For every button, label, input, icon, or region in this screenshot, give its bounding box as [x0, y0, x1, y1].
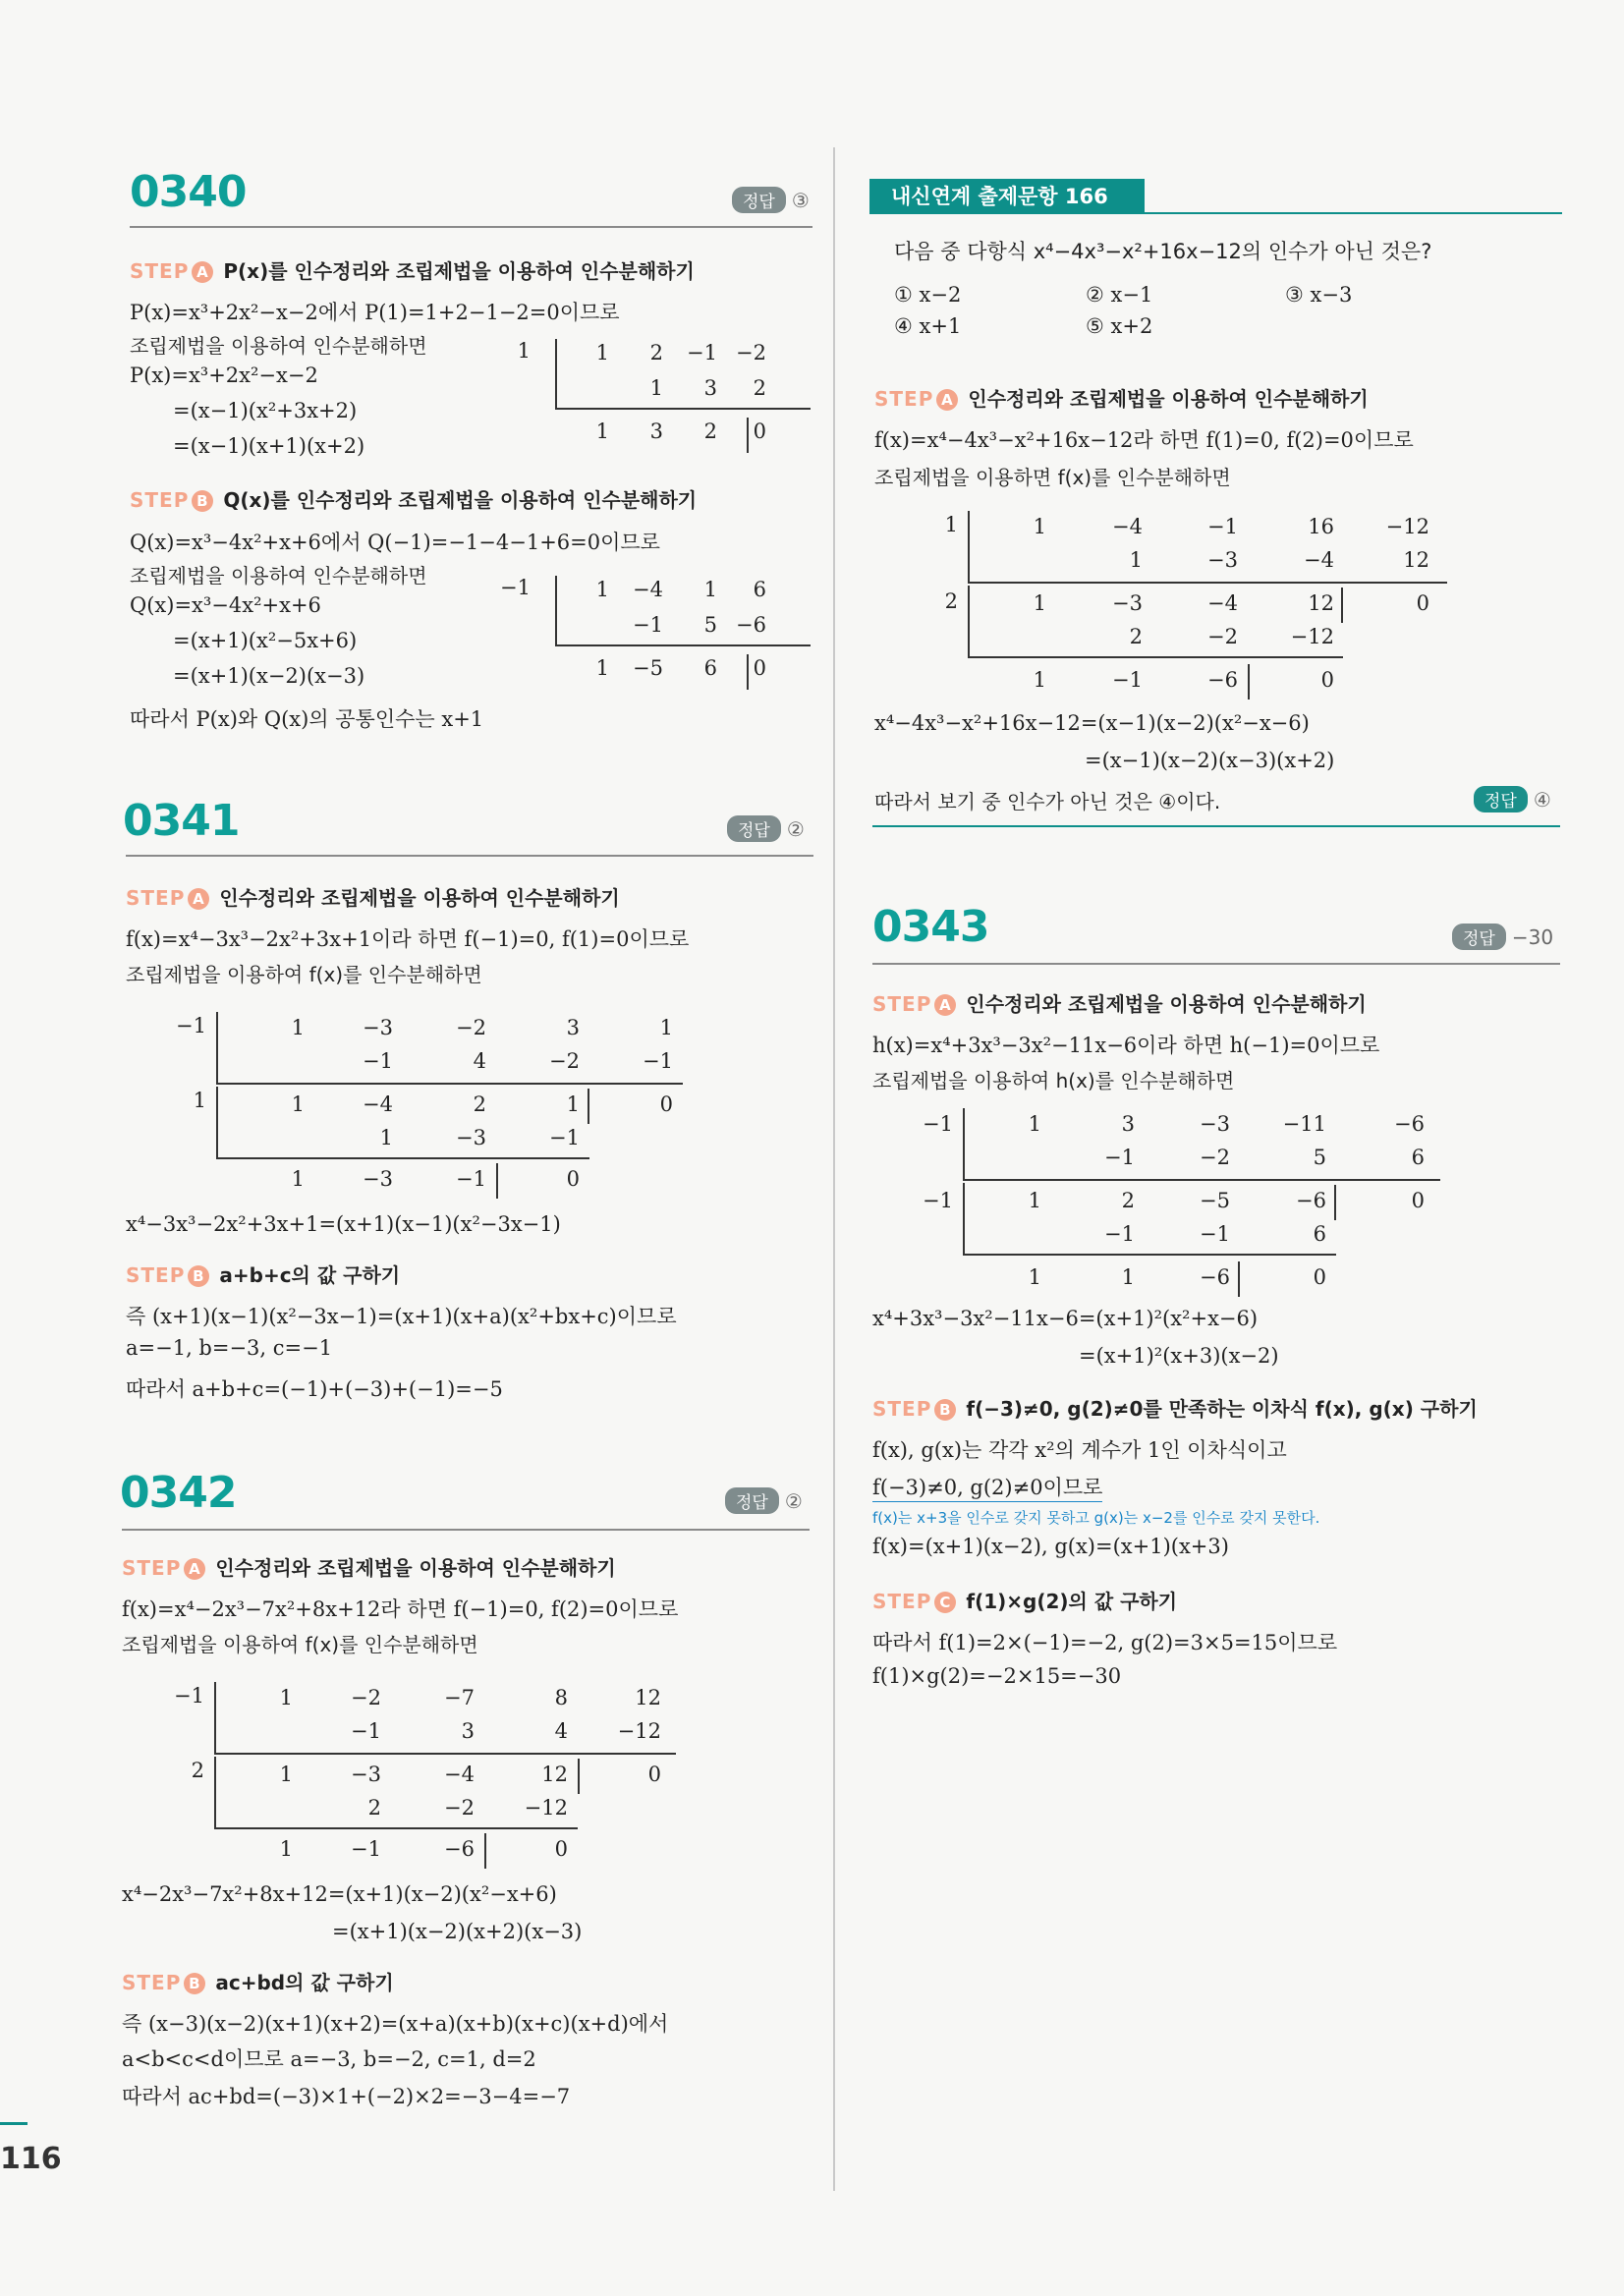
answer-0341: 정답 ② [727, 815, 805, 842]
choice-5: ⑤ x+2 [1086, 314, 1153, 338]
text-line: x⁴−4x³−x²+16x−12=(x−1)(x−2)(x²−x−6) [874, 711, 1310, 735]
text-line: =(x+1)(x−2)(x−3) [173, 664, 365, 688]
text-line: 따라서 보기 중 인수가 아닌 것은 ④이다. [874, 790, 1221, 813]
text-line: x⁴−3x³−2x²+3x+1=(x+1)(x−1)(x²−3x−1) [126, 1212, 561, 1236]
answer-0343: 정답 −30 [1452, 924, 1553, 950]
note: f(x)는 x+3을 인수로 갖지 못하고 g(x)는 x−2를 인수로 갖지 못한다. [872, 1509, 1320, 1527]
step-b-0342: STEP B ac+bd의 값 구하기 [122, 1971, 394, 1994]
text-line: P(x)=x³+2x²−x−2에서 P(1)=1+2−1−2=0이므로 [130, 301, 620, 324]
text-line: =(x+1)(x²−5x+6) [173, 629, 358, 652]
text-line: f(x)=(x+1)(x−2), g(x)=(x+1)(x+3) [872, 1535, 1229, 1558]
text-line: P(x)=x³+2x²−x−2 [130, 364, 318, 387]
synthetic-division-0341: −1 1 1 −3 −2 3 1 −1 4 −2 −1 1 −4 2 1 0 1 −3 −1 1 −3 −1 0 [167, 1012, 717, 1199]
text-line: x⁴−2x³−7x²+8x+12=(x+1)(x−2)(x²−x+6) [122, 1882, 557, 1906]
answer-naesin: 정답 ④ [1474, 786, 1551, 812]
text-line: 따라서 a+b+c=(−1)+(−3)+(−1)=−5 [126, 1377, 503, 1401]
text-line: 조립제법을 이용하여 인수분해하면 [130, 334, 427, 358]
step-a-0343: STEP A 인수정리와 조립제법을 이용하여 인수분해하기 [872, 992, 1367, 1016]
problem-number-0341: 0341 [123, 796, 240, 846]
column-divider [833, 147, 835, 2191]
rule-0340 [130, 226, 812, 228]
page-tab-mark [0, 2122, 28, 2125]
choice-1: ① x−2 [894, 283, 962, 307]
text-line: 조립제법을 이용하여 인수분해하면 [130, 564, 427, 588]
question: 다음 중 다항식 x⁴−4x³−x²+16x−12의 인수가 아닌 것은? [894, 240, 1432, 263]
text-line: f(x)=x⁴−2x³−7x²+8x+12라 하면 f(−1)=0, f(2)=0이므로 [122, 1597, 679, 1621]
step-b-0340: STEP B Q(x)를 인수정리와 조립제법을 이용하여 인수분해하기 [130, 488, 698, 512]
synthetic-division-naesin: 1 2 1 −4 −1 16 −12 1 −3 −4 12 1 −3 −4 12 0 2 −2 −12 1 −1 −6 0 [919, 511, 1469, 698]
text-line: a=−1, b=−3, c=−1 [126, 1336, 333, 1360]
text-line: 조립제법을 이용하면 f(x)를 인수분해하면 [874, 466, 1231, 489]
synthetic-division-0340-q: −1 1 −4 1 6 −1 5 −6 1 −5 6 0 [511, 576, 815, 694]
rule-0341 [126, 855, 813, 857]
problem-number-0340: 0340 [130, 167, 247, 217]
text-line: x⁴+3x³−3x²−11x−6=(x+1)²(x²+x−6) [872, 1307, 1259, 1330]
step-a-0340: STEP A P(x)를 인수정리와 조립제법을 이용하여 인수분해하기 [130, 259, 695, 283]
step-b-0343: STEP B f(−3)≠0, g(2)≠0를 만족하는 이차식 f(x), g(x) 구하기 [872, 1397, 1478, 1421]
step-a-0342: STEP A 인수정리와 조립제법을 이용하여 인수분해하기 [122, 1556, 616, 1580]
text-line: 따라서 P(x)와 Q(x)의 공통인수는 x+1 [130, 707, 484, 731]
text-line: f(x)=x⁴−4x³−x²+16x−12라 하면 f(1)=0, f(2)=0이므로 [874, 428, 1414, 452]
text-line: 조립제법을 이용하여 f(x)를 인수분해하면 [126, 963, 482, 986]
synthetic-division-0340-p: 1 1 2 −1 −2 1 3 2 1 3 2 0 [511, 339, 815, 457]
problem-number-0342: 0342 [120, 1468, 237, 1518]
text-line: =(x−1)(x+1)(x+2) [173, 434, 365, 458]
answer-0340: 정답 ③ [732, 187, 810, 213]
text-line: f(x), g(x)는 각각 x²의 계수가 1인 이차식이고 [872, 1438, 1287, 1462]
naesin-banner: 내신연계 출제문항 166 [869, 179, 1145, 214]
text-line: 따라서 ac+bd=(−3)×1+(−2)×2=−3−4=−7 [122, 2085, 571, 2108]
page-number: 116 [0, 2142, 62, 2176]
problem-number-0343: 0343 [872, 902, 989, 952]
step-b-0341: STEP B a+b+c의 값 구하기 [126, 1263, 401, 1287]
text-line: =(x+1)(x−2)(x+2)(x−3) [332, 1920, 583, 1943]
text-line: h(x)=x⁴+3x³−3x²−11x−6이라 하면 h(−1)=0이므로 [872, 1034, 1380, 1057]
rule-0343 [872, 963, 1560, 965]
choice-4: ④ x+1 [894, 314, 962, 338]
synthetic-division-0342: −1 2 1 −2 −7 8 12 −1 3 4 −12 1 −3 −4 12 0 2 −2 −12 1 −1 −6 0 [165, 1682, 715, 1869]
step-c-0343: STEP C f(1)×g(2)의 값 구하기 [872, 1590, 1178, 1613]
rule-0342 [122, 1529, 810, 1531]
text-line: f(x)=x⁴−3x³−2x²+3x+1이라 하면 f(−1)=0, f(1)=0이므로 [126, 927, 690, 951]
text-line: f(1)×g(2)=−2×15=−30 [872, 1664, 1122, 1688]
rule-naesin [872, 825, 1560, 827]
text-line: =(x+1)²(x+3)(x−2) [1079, 1344, 1279, 1368]
answer-0342: 정답 ② [725, 1487, 803, 1514]
choice-2: ② x−1 [1086, 283, 1153, 307]
text-line: f(−3)≠0, g(2)≠0이므로 [872, 1472, 1102, 1502]
synthetic-division-0343: −1 −1 1 3 −3 −11 −6 −1 −2 5 6 1 2 −5 −6 0 −1 −1 6 1 1 −6 0 [914, 1108, 1464, 1295]
text-line: =(x−1)(x−2)(x−3)(x+2) [1085, 749, 1335, 772]
text-line: Q(x)=x³−4x²+x+6 [130, 593, 321, 617]
text-line: =(x−1)(x²+3x+2) [173, 399, 358, 422]
step-a-naesin: STEP A 인수정리와 조립제법을 이용하여 인수분해하기 [874, 387, 1369, 411]
text-line: 조립제법을 이용하여 h(x)를 인수분해하면 [872, 1069, 1235, 1092]
text-line: 즉 (x−3)(x−2)(x+1)(x+2)=(x+a)(x+b)(x+c)(x+d)에서 [122, 2012, 669, 2036]
naesin-banner-rule [869, 212, 1562, 214]
text-line: a<b<c<d이므로 a=−3, b=−2, c=1, d=2 [122, 2047, 536, 2071]
text-line: 즉 (x+1)(x−1)(x²−3x−1)=(x+1)(x+a)(x²+bx+c)이므로 [126, 1305, 677, 1328]
text-line: Q(x)=x³−4x²+x+6에서 Q(−1)=−1−4−1+6=0이므로 [130, 531, 660, 554]
text-line: 따라서 f(1)=2×(−1)=−2, g(2)=3×5=15이므로 [872, 1631, 1338, 1654]
choice-3: ③ x−3 [1285, 283, 1353, 307]
text-line: 조립제법을 이용하여 f(x)를 인수분해하면 [122, 1633, 478, 1656]
step-a-0341: STEP A 인수정리와 조립제법을 이용하여 인수분해하기 [126, 886, 620, 910]
